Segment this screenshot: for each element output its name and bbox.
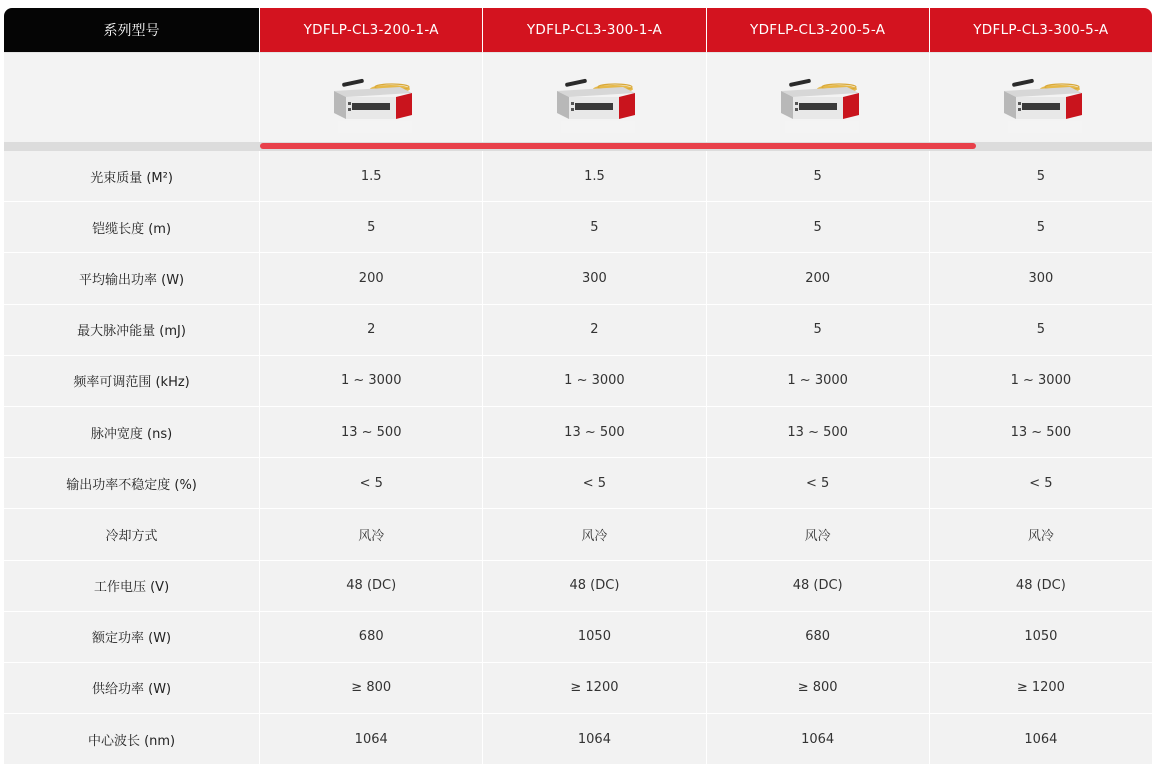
table-cell: 风冷: [259, 509, 482, 559]
table-cell: 1064: [706, 714, 929, 764]
table-cell: 1050: [929, 612, 1152, 662]
table-cell: 1064: [482, 714, 705, 764]
table-header-row: [4, 8, 1152, 52]
table-cell: ≥ 800: [259, 663, 482, 713]
table-cell: 48 (DC): [929, 561, 1152, 611]
table-cell: 5: [706, 202, 929, 252]
table-cell: 2: [259, 305, 482, 355]
table-cell: 1 ~ 3000: [706, 356, 929, 406]
table-cell: 风冷: [482, 509, 705, 559]
table-cell: 1064: [929, 714, 1152, 764]
table-cell: 2: [482, 305, 705, 355]
table-cell: 5: [706, 151, 929, 201]
row-label: 供给功率 (W): [91, 682, 172, 698]
table-cell: 风冷: [929, 509, 1152, 559]
table-cell: 5: [259, 202, 482, 252]
model-header-4[interactable]: YDFLP-CL3-300-5-A: [929, 8, 1152, 52]
table-cell: 48 (DC): [706, 561, 929, 611]
table-cell: 5: [929, 202, 1152, 252]
table-row: [4, 407, 1152, 458]
table-cell: ≥ 1200: [482, 663, 705, 713]
table-cell: 48 (DC): [482, 561, 705, 611]
laser-device-image: [553, 77, 637, 137]
table-cell: 680: [259, 612, 482, 662]
product-image-cell-3[interactable]: [706, 52, 929, 142]
horizontal-scrollbar[interactable]: [4, 142, 1152, 151]
table-cell: 1064: [259, 714, 482, 764]
row-label: 额定功率 (W): [91, 631, 172, 647]
row-label: 脉冲宽度 (ns): [90, 426, 173, 442]
row-label: 工作电压 (V): [93, 580, 170, 596]
table-cell: 风冷: [706, 509, 929, 559]
row-label: 光束质量 (M²): [90, 170, 173, 186]
table-row: [4, 561, 1152, 612]
row-label: 最大脉冲能量 (mJ): [77, 324, 186, 340]
table-cell: ≥ 800: [706, 663, 929, 713]
laser-device-image: [1000, 77, 1084, 137]
row-label: 冷却方式: [105, 528, 158, 544]
table-cell: 1 ~ 3000: [259, 356, 482, 406]
table-cell: < 5: [706, 458, 929, 508]
table-cell: 13 ~ 500: [482, 407, 705, 457]
row-label: 平均输出功率 (W): [78, 272, 185, 288]
product-image-cell-1[interactable]: [259, 52, 482, 142]
table-cell: 1.5: [259, 151, 482, 201]
row-label: 中心波长 (nm): [87, 733, 176, 749]
table-row: [4, 509, 1152, 560]
table-row: [4, 151, 1152, 202]
product-image-row: [4, 52, 1152, 142]
spec-table: [4, 8, 1152, 757]
table-cell: 300: [482, 253, 705, 303]
table-row: [4, 202, 1152, 253]
table-cell: 1 ~ 3000: [482, 356, 705, 406]
row-label: 铠缆长度 (m): [92, 221, 172, 237]
table-row: [4, 458, 1152, 509]
table-row: [4, 253, 1152, 304]
spec-rows: [4, 151, 1152, 765]
table-cell: 5: [706, 305, 929, 355]
model-header-2[interactable]: YDFLP-CL3-300-1-A: [482, 8, 705, 52]
laser-device-image: [777, 77, 861, 137]
series-model-label: 系列型号: [4, 8, 259, 52]
table-cell: 48 (DC): [259, 561, 482, 611]
table-cell: 680: [706, 612, 929, 662]
table-row: [4, 305, 1152, 356]
table-row: [4, 714, 1152, 765]
table-cell: 200: [706, 253, 929, 303]
table-cell: 5: [929, 151, 1152, 201]
image-row-label-cell: [4, 52, 259, 142]
table-cell: < 5: [929, 458, 1152, 508]
table-cell: 13 ~ 500: [929, 407, 1152, 457]
table-cell: 5: [929, 305, 1152, 355]
table-cell: ≥ 1200: [929, 663, 1152, 713]
table-cell: < 5: [259, 458, 482, 508]
table-row: [4, 663, 1152, 714]
product-image-cell-2[interactable]: [482, 52, 705, 142]
model-header-3[interactable]: YDFLP-CL3-200-5-A: [706, 8, 929, 52]
table-cell: 200: [259, 253, 482, 303]
table-row: [4, 356, 1152, 407]
table-cell: 1050: [482, 612, 705, 662]
scrollbar-thumb[interactable]: [260, 143, 976, 149]
product-image-cell-4[interactable]: [929, 52, 1152, 142]
laser-device-image: [330, 77, 414, 137]
table-cell: 1.5: [482, 151, 705, 201]
model-header-1[interactable]: YDFLP-CL3-200-1-A: [259, 8, 482, 52]
row-label: 频率可调范围 (kHz): [73, 375, 190, 391]
row-label: 输出功率不稳定度 (%): [66, 477, 197, 493]
table-cell: 13 ~ 500: [259, 407, 482, 457]
table-cell: < 5: [482, 458, 705, 508]
table-cell: 1 ~ 3000: [929, 356, 1152, 406]
table-cell: 13 ~ 500: [706, 407, 929, 457]
table-row: [4, 612, 1152, 663]
table-cell: 5: [482, 202, 705, 252]
table-cell: 300: [929, 253, 1152, 303]
